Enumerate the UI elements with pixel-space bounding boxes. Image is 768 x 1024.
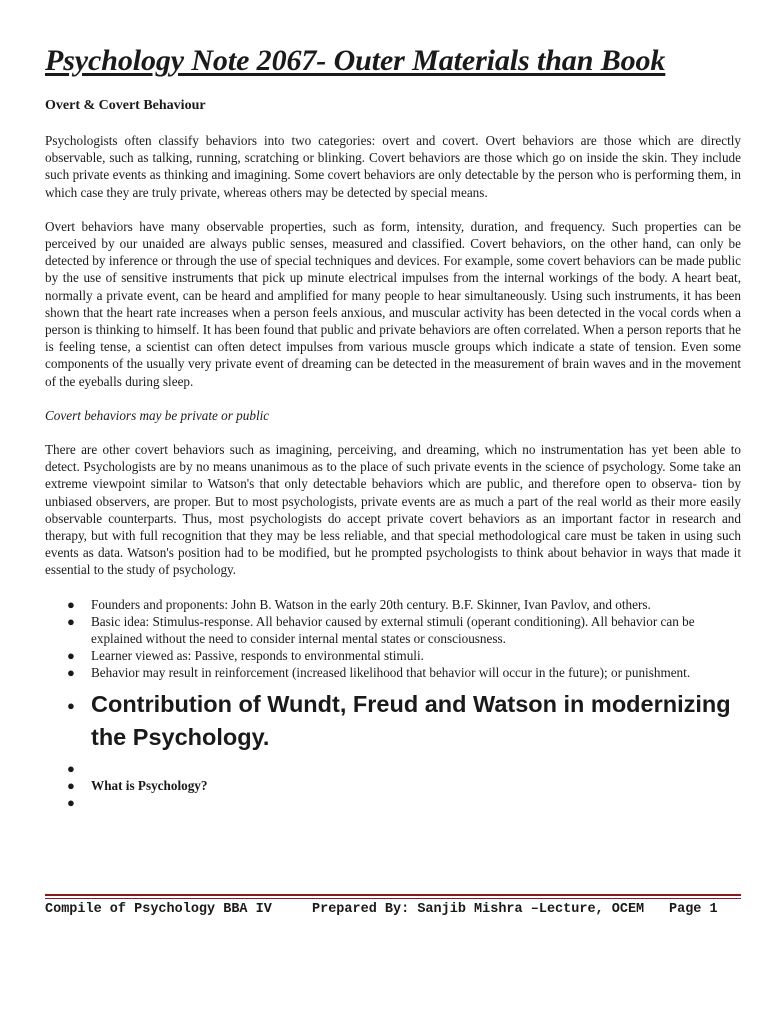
- footer-divider: [45, 894, 741, 896]
- section-heading: Overt & Covert Behaviour: [45, 98, 206, 113]
- document-body: [45, 97, 741, 811]
- contribution-heading: Contribution of Wundt, Freud and Watson in modernizing the Psychology.: [91, 690, 731, 750]
- bullet-icon: ●: [67, 777, 75, 793]
- footer-page-number: Page 1: [669, 902, 718, 917]
- list-item: [45, 647, 741, 664]
- bullet-icon: ●: [67, 648, 75, 664]
- list-item-empty: [45, 760, 741, 777]
- bullet-icon: ●: [67, 697, 75, 713]
- list-item-heading: [45, 688, 741, 754]
- paragraph-overt-properties: Overt behaviors have many observable properties, such as form, intensity, duration, and frequency. Such properties can be perceived by our unaided are always public senses, measured and classified. Covert behaviors, on the other hand, can only be detected by inference or through the use of special techniques and devices. For example, some covert behaviors can be made public by the use of sensitive instruments that pick up minute electrical impulses from the internal workings of the body. A heart beat, normally a private event, can be heard and amplified for many people to hear simultaneously. Using such instruments, it has been shown that the heart rate increases when a person feels anxious, and muscular activity has been detected in the vocal cords when a person is thinking to himself. It has been found that public and private behaviors are often correlated. When a person reports that he is feeling tense, a scientist can often detect impulses from various muscle groups which indicate a state of tension. Even some components of the usually very private event of dreaming can be detected in the measurement of brain waves and in the movement of the eyeballs during sleep.: [45, 218, 741, 389]
- list-item: [45, 613, 741, 647]
- what-is-psychology-heading: What is Psychology?: [91, 777, 208, 793]
- bullet-icon: ●: [67, 596, 75, 612]
- bullet-icon: ●: [67, 613, 75, 629]
- list-item: [45, 596, 741, 613]
- footer-divider: [45, 898, 741, 899]
- subheading-covert-private-public: Covert behaviors may be private or public: [45, 407, 270, 423]
- list-item-empty: [45, 794, 741, 811]
- list-item-text: Learner viewed as: Passive, responds to environmental stimuli.: [91, 648, 424, 664]
- list-item-text: Founders and proponents: John B. Watson in the early 20th century. B.F. Skinner, Ivan Pavlov, and others.: [91, 596, 651, 612]
- list-item: [45, 664, 741, 681]
- document-title: Psychology Note 2067- Outer Materials than Book: [45, 44, 666, 77]
- bullet-icon: ●: [67, 665, 75, 681]
- bullet-icon: ●: [67, 795, 75, 811]
- footer-course: Compile of Psychology BBA IV: [45, 902, 272, 917]
- bullet-list: [45, 596, 741, 812]
- paragraph-covert-detection: There are other covert behaviors such as imagining, perceiving, and dreaming, which no instrumentation has yet been able to detect. Psychologists are by no means unanimous as to the place of such private events in the science of psychology. Some take an extreme viewpoint similar to Watson's that only detectable behaviors which are public, and therefore open to observa- tion by unbiased observers, are proper. But to most psychologists, private events are as much a part of the real world as their more easily observable counterparts. Thus, most psychologists do accept private covert behaviors as an important factor in research and therapy, but with full recognition that they may be less reliable, and that special methodological care must be taken in using such events as data. Watson's position had to be modified, but he prompted psychologists to think about behavior in ways that made it essential to the study of psychology.: [45, 442, 741, 578]
- bullet-icon: ●: [67, 760, 75, 776]
- list-item-text: Basic idea: Stimulus-response. All behavior caused by external stimuli (operant conditioning). All behavior can be explained without the need to consider internal mental states or consciousness.: [91, 613, 695, 647]
- list-item: [45, 777, 741, 794]
- footer-author: Prepared By: Sanjib Mishra –Lecture, OCEM: [312, 902, 645, 917]
- list-item-text: Behavior may result in reinforcement (increased likelihood that behavior will occur in the future); or punishment.: [91, 665, 691, 681]
- paragraph-overt-covert-intro: Psychologists often classify behaviors into two categories: overt and covert. Overt behaviors are those which are directly observable, such as talking, running, scratching or blinking. Covert behaviors are those which go on inside the skin. They include such private events as thinking and imagining. Some covert behaviors are only detectable by the person who is performing them, in which case they are truly private, whereas others may be detected by special means.: [45, 133, 741, 200]
